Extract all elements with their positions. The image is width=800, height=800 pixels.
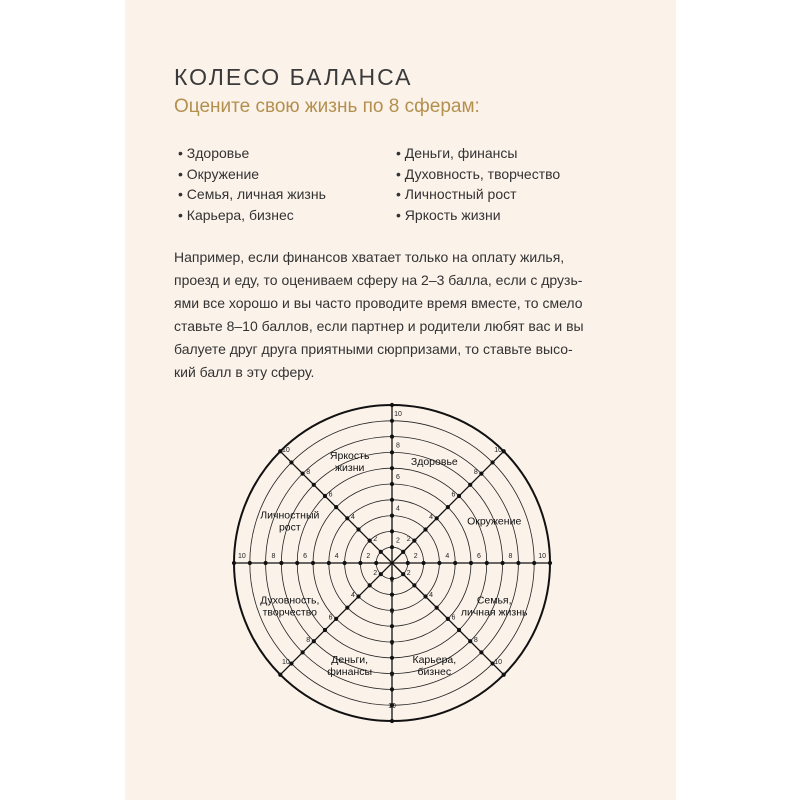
sector-label: Окружение xyxy=(467,515,522,528)
scale-tick-label: 8 xyxy=(508,553,513,560)
sector-label: творчество xyxy=(262,606,318,619)
scale-dot xyxy=(345,606,349,610)
scale-dot xyxy=(311,561,315,565)
scale-tick-label: 8 xyxy=(390,671,394,679)
sector-label: личная жизнь xyxy=(460,606,528,619)
scale-dot xyxy=(390,624,394,628)
scale-tick-label: 4 xyxy=(429,513,434,521)
scale-dot xyxy=(289,460,293,464)
sector-label: бизнес xyxy=(417,666,452,679)
scale-dot xyxy=(457,628,461,632)
scale-dot xyxy=(406,561,410,565)
scale-dot xyxy=(390,466,394,470)
scale-tick-label: 10 xyxy=(281,659,290,667)
scale-dot xyxy=(502,449,506,453)
list-item: • Окружение xyxy=(178,164,326,185)
scale-dot xyxy=(490,460,494,464)
scale-dot xyxy=(312,639,316,643)
scale-dot xyxy=(379,572,383,576)
scale-dot xyxy=(485,561,489,565)
scale-dot xyxy=(468,639,472,643)
scale-tick-label: 10 xyxy=(388,703,396,711)
scale-dot xyxy=(501,561,505,565)
scale-dot xyxy=(390,450,394,454)
list-item: • Духовность, творчество xyxy=(396,164,560,185)
scale-dot xyxy=(374,561,378,565)
scale-dot xyxy=(368,539,372,543)
scale-dot xyxy=(323,494,327,498)
scale-dot xyxy=(390,529,394,533)
scale-dot xyxy=(390,656,394,660)
scale-dot xyxy=(390,687,394,691)
scale-dot xyxy=(390,435,394,439)
sector-label: финансы xyxy=(327,666,373,679)
scale-tick-label: 8 xyxy=(271,553,276,560)
scale-dot xyxy=(479,472,483,476)
scale-tick-label: 4 xyxy=(429,592,434,600)
scale-tick-label: 6 xyxy=(476,553,481,560)
scale-dot xyxy=(279,561,283,565)
scale-tick-label: 10 xyxy=(238,553,246,560)
sector-label: Здоровье xyxy=(410,455,458,468)
scale-dot xyxy=(278,673,282,677)
scale-dot xyxy=(453,561,457,565)
scale-dot xyxy=(295,561,299,565)
scale-tick-label: 10 xyxy=(281,446,290,454)
scale-tick-label: 6 xyxy=(396,474,400,482)
scale-dot xyxy=(401,572,405,576)
scale-tick-label: 8 xyxy=(396,442,400,450)
sector-label: Личностный xyxy=(260,509,320,522)
scale-tick-label: 6 xyxy=(328,491,333,499)
scale-dot xyxy=(327,561,331,565)
scale-dot xyxy=(358,561,362,565)
scale-dot xyxy=(468,483,472,487)
paragraph-line: ями все хорошо и вы часто проводите время вместе, то смело xyxy=(174,295,583,311)
scale-dot xyxy=(423,594,427,598)
scale-dot xyxy=(390,545,394,549)
scale-tick-label: 10 xyxy=(394,410,402,418)
scale-tick-label: 4 xyxy=(350,513,355,521)
list-item: • Яркость жизни xyxy=(396,205,560,226)
scale-dot xyxy=(248,561,252,565)
sector-label: Семья, xyxy=(476,594,512,607)
scale-tick-label: 6 xyxy=(328,614,333,622)
scale-dot xyxy=(323,628,327,632)
scale-dot xyxy=(390,482,394,486)
scale-tick-label: 2 xyxy=(366,553,371,560)
sector-label: Деньги, xyxy=(331,654,369,667)
scale-dot xyxy=(446,617,450,621)
scale-tick-label: 2 xyxy=(413,553,418,560)
paragraph-line: кий балл в эту сферу. xyxy=(174,364,315,380)
scale-tick-label: 8 xyxy=(473,469,478,477)
scale-tick-label: 6 xyxy=(451,491,456,499)
scale-dot xyxy=(232,561,236,565)
scale-tick-label: 8 xyxy=(473,636,478,644)
scale-dot xyxy=(334,505,338,509)
scale-dot xyxy=(368,583,372,587)
scale-dot xyxy=(548,561,552,565)
scale-tick-label: 6 xyxy=(451,614,456,622)
scale-dot xyxy=(457,494,461,498)
scale-dot xyxy=(532,561,536,565)
sector-label: жизни xyxy=(334,461,365,474)
scale-dot xyxy=(264,561,268,565)
page-title: КОЛЕСО БАЛАНСА xyxy=(174,64,413,90)
sector-label: Карьера, xyxy=(412,654,457,667)
scale-dot xyxy=(390,514,394,518)
scale-dot xyxy=(379,550,383,554)
paragraph-line: Например, если финансов хватает только на оплату жилья, xyxy=(174,249,565,265)
scale-dot xyxy=(289,661,293,665)
sector-label: рост xyxy=(278,521,301,534)
scale-tick-label: 4 xyxy=(390,608,394,616)
list-item: • Здоровье xyxy=(178,143,326,164)
list-item: • Личностный рост xyxy=(396,184,560,205)
scale-tick-label: 4 xyxy=(350,592,355,600)
scale-tick-label: 2 xyxy=(390,576,394,584)
scale-tick-label: 2 xyxy=(406,569,411,577)
scale-dot xyxy=(435,606,439,610)
paragraph-line: проезд и еду, то оцениваем сферу на 2–3 балла, если с друзь- xyxy=(174,272,583,288)
scale-tick-label: 2 xyxy=(396,537,400,545)
scale-dot xyxy=(469,561,473,565)
scale-tick-label: 2 xyxy=(406,536,411,544)
scale-tick-label: 4 xyxy=(396,505,400,513)
paragraph-line: балуете друг друга приятными сюрпризами, то ставьте высо- xyxy=(174,341,573,357)
scale-dot xyxy=(301,472,305,476)
scale-dot xyxy=(412,583,416,587)
scale-dot xyxy=(390,719,394,723)
scale-tick-label: 8 xyxy=(306,469,311,477)
scale-dot xyxy=(435,516,439,520)
scale-dot xyxy=(423,527,427,531)
scale-dot xyxy=(401,550,405,554)
scale-dot xyxy=(502,673,506,677)
scale-tick-label: 8 xyxy=(306,636,311,644)
scale-dot xyxy=(334,617,338,621)
scale-tick-label: 4 xyxy=(445,553,450,560)
scale-tick-label: 10 xyxy=(538,553,546,560)
scale-dot xyxy=(390,419,394,423)
scale-dot xyxy=(437,561,441,565)
scale-dot xyxy=(446,505,450,509)
scale-dot xyxy=(301,650,305,654)
sector-label: Духовность, xyxy=(260,594,320,607)
scale-tick-label: 6 xyxy=(303,553,308,560)
scale-tick-label: 4 xyxy=(334,553,339,560)
scale-dot xyxy=(422,561,426,565)
scale-dot xyxy=(479,650,483,654)
scale-tick-label: 2 xyxy=(373,569,378,577)
scale-tick-label: 2 xyxy=(373,536,378,544)
scale-dot xyxy=(343,561,347,565)
scale-dot xyxy=(312,483,316,487)
scale-dot xyxy=(356,527,360,531)
scale-dot xyxy=(356,594,360,598)
list-item: • Карьера, бизнес xyxy=(178,205,326,226)
scale-dot xyxy=(412,539,416,543)
scale-tick-label: 10 xyxy=(494,659,503,667)
page-subtitle: Оцените свою жизнь по 8 сферам: xyxy=(174,96,480,117)
paragraph-line: ставьте 8–10 баллов, если партнер и родители любят вас и вы xyxy=(174,318,584,334)
scale-dot xyxy=(390,498,394,502)
scale-dot xyxy=(345,516,349,520)
list-item: • Деньги, финансы xyxy=(396,143,560,164)
scale-dot xyxy=(516,561,520,565)
scale-tick-label: 6 xyxy=(390,639,394,647)
sector-label: Яркость xyxy=(329,449,370,462)
scale-tick-label: 10 xyxy=(494,446,503,454)
scale-dot xyxy=(390,403,394,407)
list-item: • Семья, личная жизнь xyxy=(178,184,326,205)
scale-dot xyxy=(390,593,394,597)
